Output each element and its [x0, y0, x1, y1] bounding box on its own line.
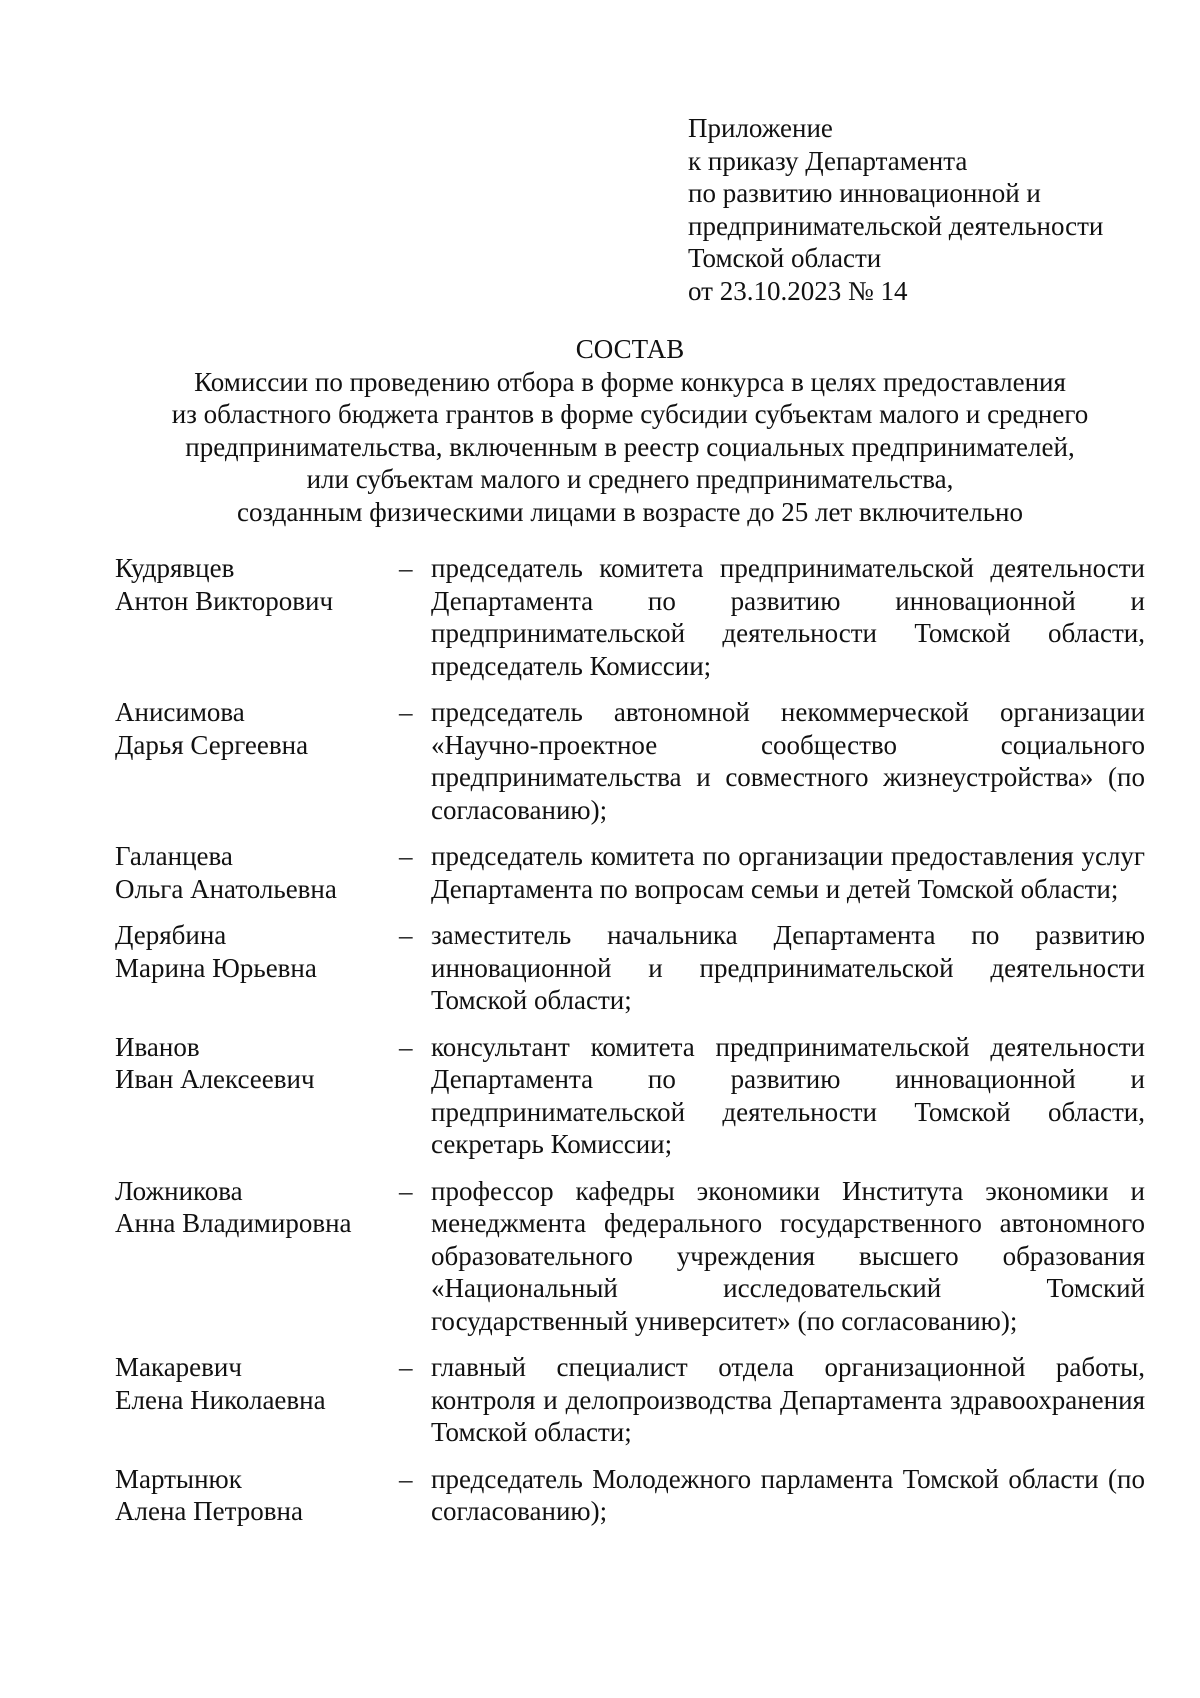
member-given-name: Иван Алексеевич — [115, 1064, 315, 1094]
commission-members-list — [115, 552, 1145, 1542]
member-row — [115, 1351, 1145, 1449]
member-row — [115, 1463, 1145, 1528]
member-given-name: Ольга Анатольевна — [115, 873, 337, 904]
member-name — [115, 840, 399, 905]
member-name — [115, 919, 399, 1017]
member-name — [115, 1463, 399, 1528]
member-role: председатель комитета по организации предоставления услуг Департамента по вопросам семьи и детей Томской области; — [431, 841, 1145, 904]
member-name — [115, 1351, 399, 1449]
member-row — [115, 840, 1145, 905]
member-given-name: Анна Владимировна — [115, 1208, 352, 1238]
appendix-line: Томской области — [688, 243, 882, 273]
member-role: председатель автономной некоммерческой организации «Научно-проектное сообщество социального предпринимательства и совместного жизнеустройства» (по согласованию); — [431, 697, 1145, 825]
document-heading — [100, 333, 1160, 528]
member-surname: Иванов — [115, 1031, 200, 1062]
member-given-name: Марина Юрьевна — [115, 952, 317, 983]
appendix-line: предпринимательской деятельности — [688, 210, 1104, 241]
member-row — [115, 1031, 1145, 1161]
appendix-block — [688, 112, 1103, 307]
dash-separator: – — [399, 1352, 413, 1382]
member-surname: Ложникова — [115, 1175, 243, 1206]
member-surname: Галанцева — [115, 841, 233, 871]
member-surname: Анисимова — [115, 697, 245, 727]
dash-separator: – — [399, 841, 413, 871]
appendix-line: Приложение — [688, 113, 833, 143]
member-surname: Кудрявцев — [115, 553, 235, 583]
member-role: профессор кафедры экономики Института экономики и менеджмента федерального государственного автономного образовательного учреждения высшего образования «Национальный исследовательский Томский государственный университет» (по согласованию); — [431, 1175, 1145, 1336]
member-name — [115, 696, 399, 826]
member-row — [115, 696, 1145, 826]
dash-separator: – — [399, 1175, 413, 1206]
member-role: главный специалист отдела организационной работы, контроля и делопроизводства Департамента здравоохранения Томской области; — [431, 1352, 1145, 1447]
member-name — [115, 1175, 399, 1338]
heading-line: Комиссии по проведению отбора в форме конкурса в целях предоставления — [194, 366, 1066, 397]
member-name — [115, 1031, 399, 1161]
member-role: председатель комитета предпринимательской деятельности Департамента по развитию инновационной и предпринимательской деятельности Томской области, председатель Комиссии; — [431, 553, 1145, 681]
member-given-name: Антон Викторович — [115, 585, 334, 616]
member-role: заместитель начальника Департамента по развитию инновационной и предпринимательской деятельности Томской области; — [431, 920, 1145, 1015]
appendix-line: от 23.10.2023 № 14 — [688, 275, 908, 306]
dash-separator: – — [399, 1031, 413, 1062]
member-row — [115, 1175, 1145, 1338]
member-given-name: Елена Николаевна — [115, 1384, 326, 1415]
heading-line: созданным физическими лицами в возрасте до 25 лет включительно — [236, 496, 1024, 527]
member-role: председатель Молодежного парламента Томской области (по согласованию); — [431, 1463, 1145, 1526]
member-role: консультант комитета предпринимательской деятельности Департамента по развитию инновационной и предпринимательской деятельности Томской области, секретарь Комиссии; — [431, 1031, 1145, 1159]
member-row — [115, 552, 1145, 682]
member-name — [115, 552, 399, 682]
appendix-line: по развитию инновационной и — [688, 178, 1041, 208]
dash-separator: – — [399, 920, 413, 950]
appendix-line: к приказу Департамента — [688, 145, 968, 176]
member-surname: Дерябина — [115, 920, 227, 950]
member-surname: Макаревич — [115, 1352, 242, 1382]
member-surname: Мартынюк — [115, 1463, 242, 1494]
dash-separator: – — [399, 1463, 413, 1494]
heading-line: из областного бюджета грантов в форме субсидии субъектам малого и среднего — [171, 399, 1089, 429]
dash-separator: – — [399, 697, 413, 727]
dash-separator: – — [399, 553, 413, 583]
heading-line: или субъектам малого и среднего предпринимательства, — [306, 464, 954, 494]
member-given-name: Алена Петровна — [115, 1496, 303, 1526]
heading-line: предпринимательства, включенным в реестр социальных предпринимателей, — [185, 431, 1075, 462]
member-row — [115, 919, 1145, 1017]
document-title: СОСТАВ — [575, 334, 685, 364]
member-given-name: Дарья Сергеевна — [115, 729, 309, 760]
